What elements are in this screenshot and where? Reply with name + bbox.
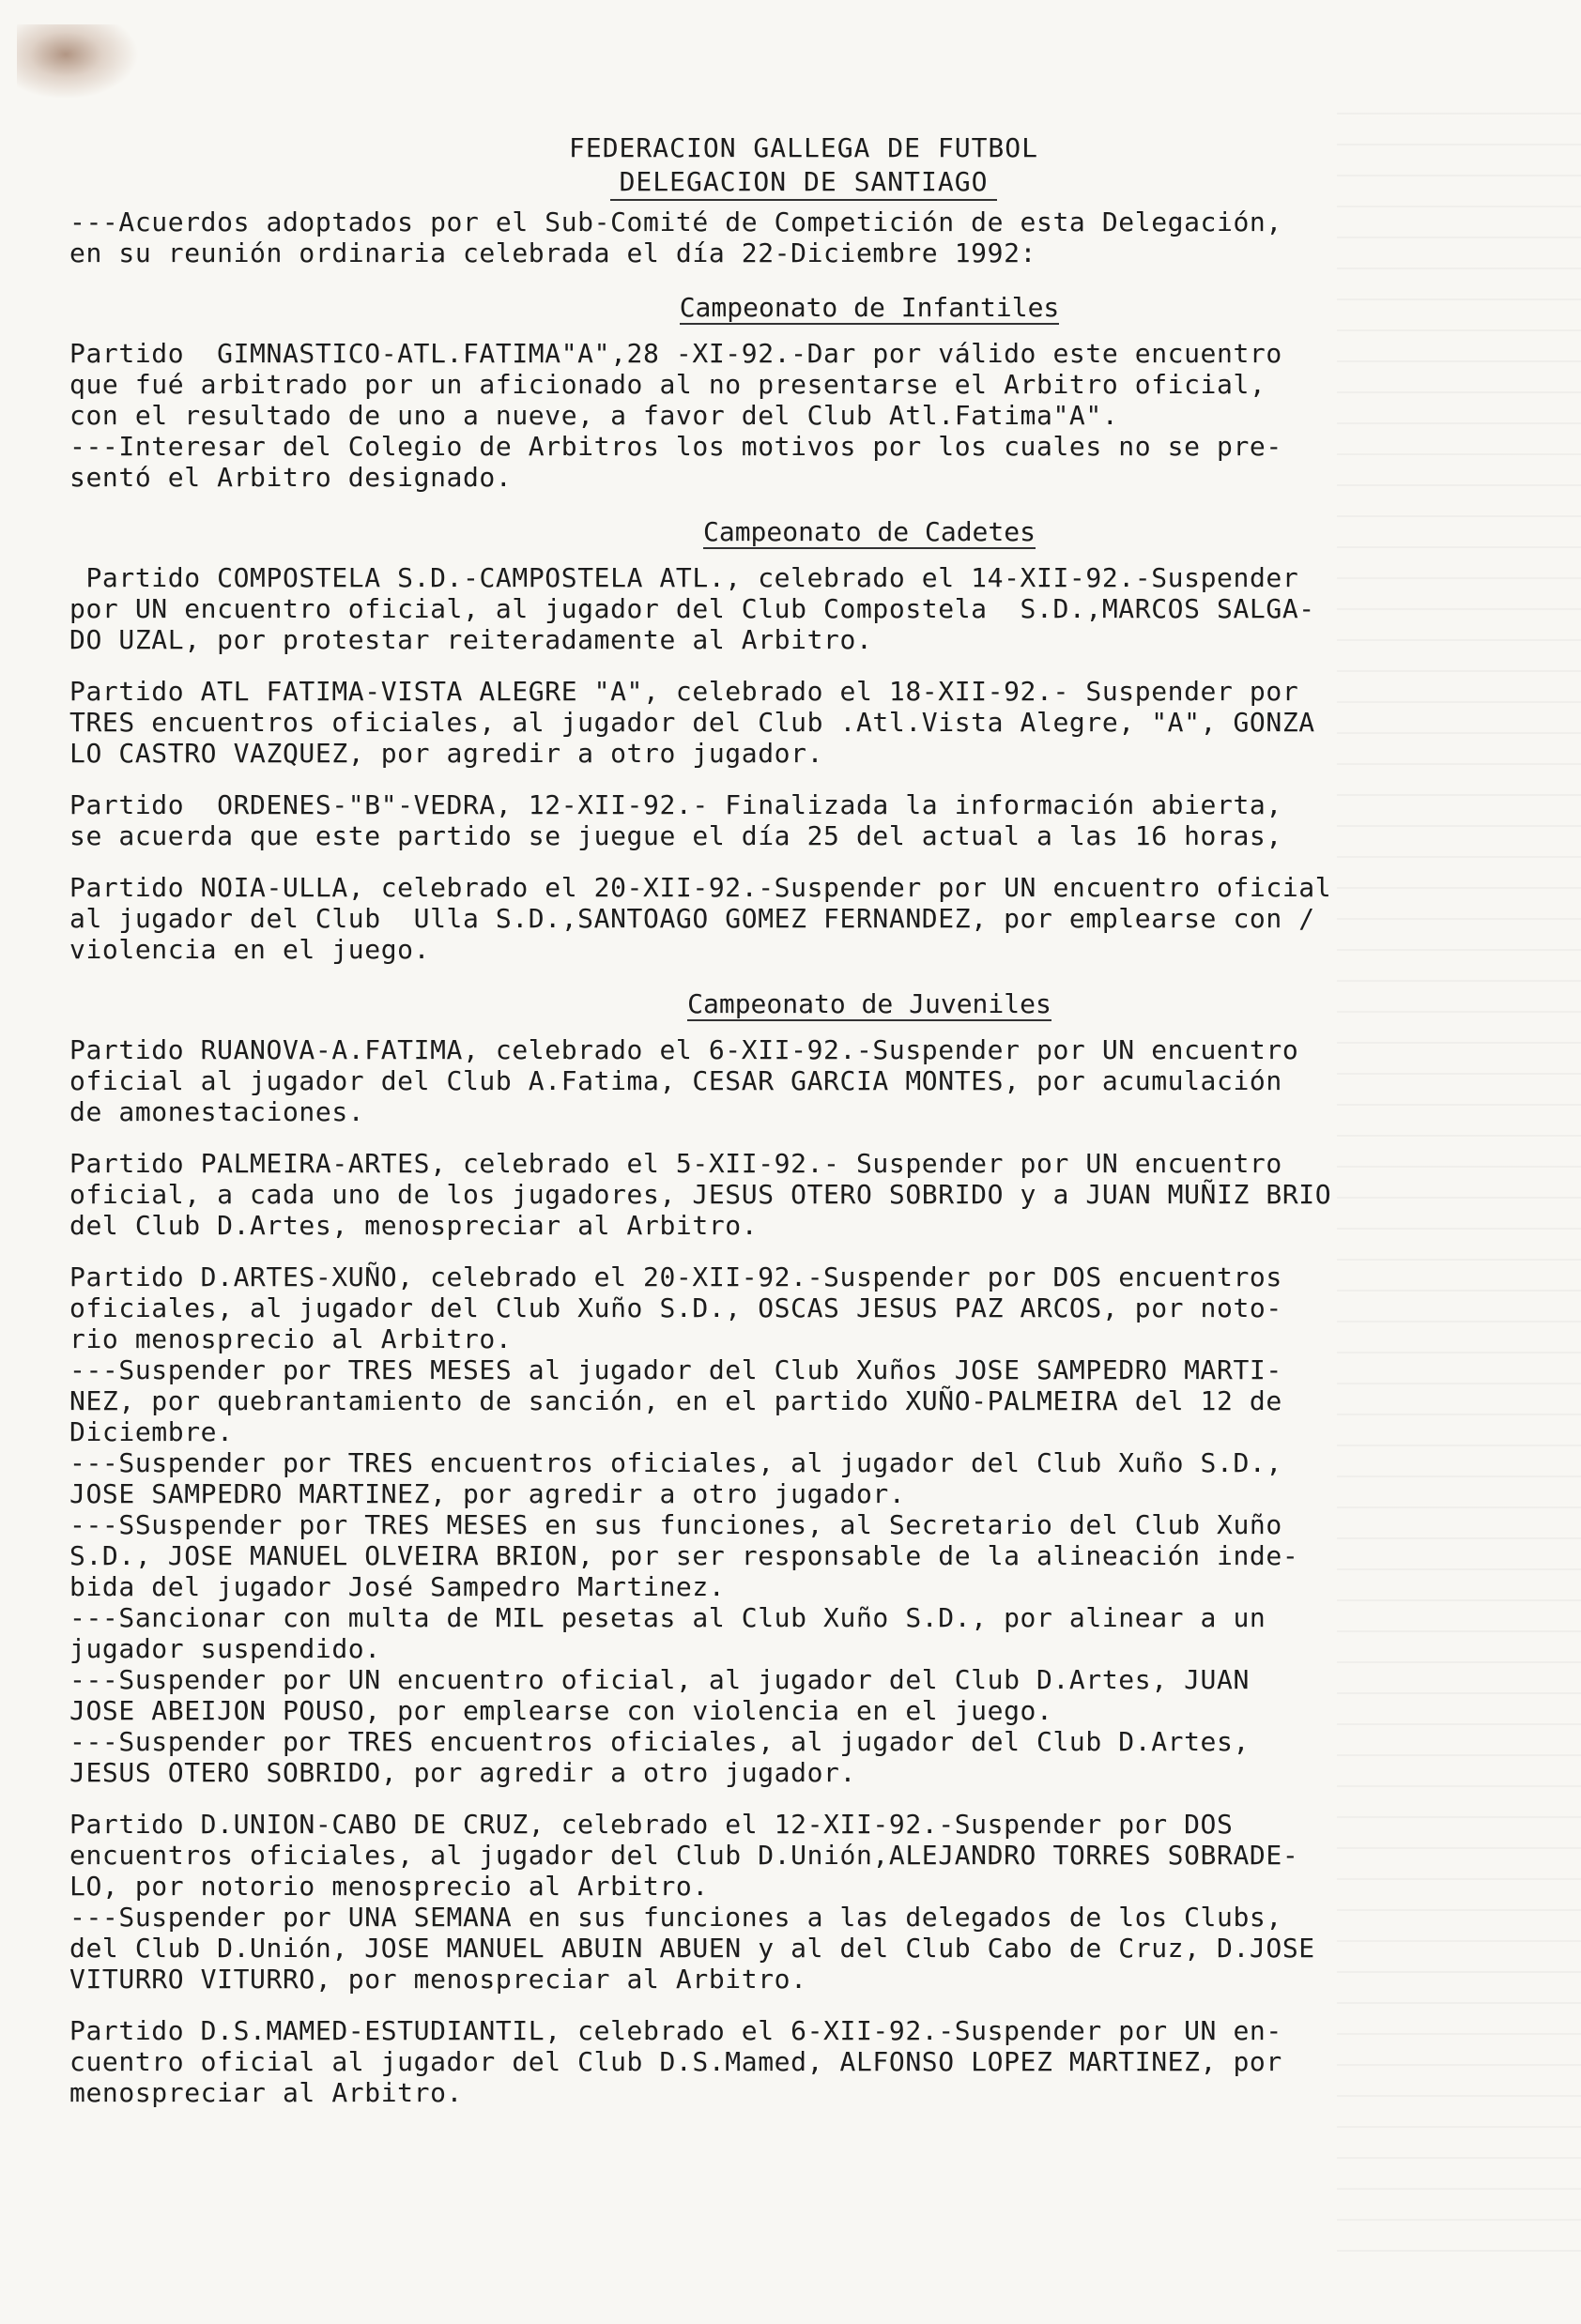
paragraph-cadetes-2: Partido ATL FATIMA-VISTA ALEGRE "A", celebrado el 18-XII-92.- Suspender por TRES encuentros oficiales, al jugador del Club .Atl.Vista Alegre, "A", GONZA LO CASTRO VAZQUEZ, por agredir a otro jugador. (69, 676, 1315, 769)
paragraph-cadetes-4: Partido NOIA-ULLA, celebrado el 20-XII-92.-Suspender por UN encuentro oficial al jugador del Club Ulla S.D.,SANTOAGO GOMEZ FERNANDEZ, por emplearse con / violencia en el juego. (69, 872, 1332, 965)
paragraph-juveniles-3: Partido D.ARTES-XUÑO, celebrado el 20-XII-92.-Suspender por DOS encuentros oficiales, al jugador del Club Xuño S.D., OSCAS JESUS PAZ ARCOS, por noto- rio menosprecio al Arbitro. ---Suspender por TRES MESES al jugador del Club Xuños JOSE SAMPEDRO MARTI- NEZ, por quebrantamiento de sanción, en el partido XUÑO-PALMEIRA del 12 de Diciembre. ---Suspender por TRES encuentros oficiales, al jugador del Club Xuño S.D., JOSE SAMPEDRO MARTINEZ, por agredir a otro jugador. ---SSuspender por TRES MESES en sus funciones, al Secretario del Club Xuño S.D., JOSE MANUEL OLVEIRA BRION, por ser responsable de la alineación inde- bida del jugador José Sampedro Martinez. ---Sancionar con multa de MIL pesetas al Club Xuño S.D., por alinear a un jugador suspendido. ---Suspender por UN encuentro oficial, al jugador del Club D.Artes, JUAN JOSE ABEIJON POUSO, por emplearse con violencia en el juego. ---Suspender por TRES encuentros oficiales, al jugador del Club D.Artes, JESUS OTERO SOBRIDO, por agredir a otro jugador. (69, 1261, 1299, 1788)
section-title-cadetes: Campeonato de Cadetes (702, 516, 1036, 547)
paragraph-juveniles-1: Partido RUANOVA-A.FATIMA, celebrado el 6-XII-92.-Suspender por UN encuentro oficial al jugador del Club A.Fatima, CESAR GARCIA MONTES, por acumulación de amonestaciones. (69, 1034, 1299, 1127)
paragraph-cadetes-1: Partido COMPOSTELA S.D.-CAMPOSTELA ATL., celebrado el 14-XII-92.-Suspender por UN encuentro oficial, al jugador del Club Compostela S.D.,MARCOS SALGA- DO UZAL, por protestar reiteradamente al Arbitro. (69, 562, 1315, 655)
ink-stain (17, 24, 139, 99)
paragraph-cadetes-3: Partido ORDENES-"B"-VEDRA, 12-XII-92.- Finalizada la información abierta, se acuerda que este partido se juegue el día 25 del actual a las 16 horas, (69, 789, 1282, 851)
document-header (69, 131, 1538, 201)
section-title-juveniles: Campeonato de Juveniles (687, 988, 1051, 1019)
intro-paragraph: ---Acuerdos adoptados por el Sub-Comité de Competición de esta Delegación, en su reunión ordinaria celebrada el día 22-Diciembre 1992: (69, 206, 1282, 268)
paragraph-juveniles-4: Partido D.UNION-CABO DE CRUZ, celebrado el 12-XII-92.-Suspender por DOS encuentros oficiales, al jugador del Club D.Unión,ALEJANDRO TORRES SOBRADE- LO, por notorio menosprecio al Arbitro. ---Suspender por UNA SEMANA en sus funciones a las delegados de los Clubs, del Club D.Unión, JOSE MANUEL ABUIN ABUEN y al del Club Cabo de Cruz, D.JOSE VITURRO VITURRO, por menospreciar al Arbitro. (69, 1809, 1315, 1995)
header-delegation: DELEGACION DE SANTIAGO (610, 165, 998, 201)
header-federation: FEDERACION GALLEGA DE FUTBOL (568, 132, 1038, 163)
paragraph-juveniles-5: Partido D.S.MAMED-ESTUDIANTIL, celebrado el 6-XII-92.-Suspender por UN en- cuentro oficial al jugador del Club D.S.Mamed, ALFONSO LOPEZ MARTINEZ, por menospreciar al Arbitro. (69, 2015, 1282, 2108)
paragraph-juveniles-2: Partido PALMEIRA-ARTES, celebrado el 5-XII-92.- Suspender por UN encuentro oficial, a cada uno de los jugadores, JESUS OTERO SOBRIDO y a JUAN MUÑIZ BRIO del Club D.Artes, menospreciar al Arbitro. (69, 1148, 1332, 1241)
section-title-infantiles: Campeonato de Infantiles (679, 292, 1060, 323)
paragraph-infantiles-1: Partido GIMNASTICO-ATL.FATIMA"A",28 -XI-92.-Dar por válido este encuentro que fué arbitrado por un aficionado al no presentarse el Arbitro oficial, con el resultado de uno a nueve, a favor del Club Atl.Fatima"A". ---Interesar del Colegio de Arbitros los motivos por los cuales no se pre- sentó el Arbitro designado. (69, 338, 1282, 493)
